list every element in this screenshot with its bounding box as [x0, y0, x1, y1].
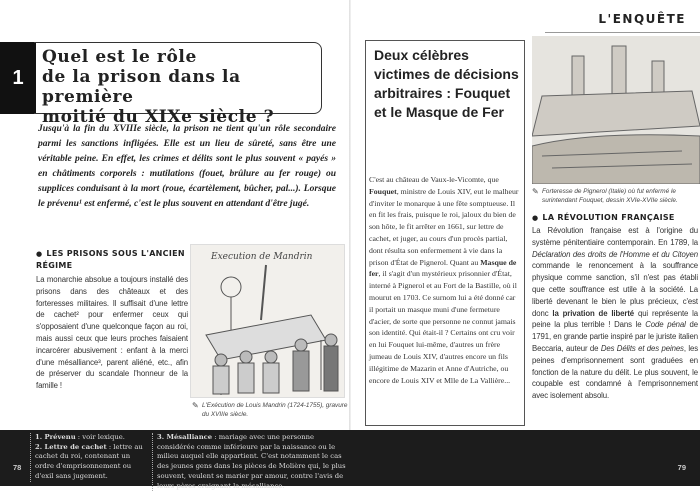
- intro-paragraph: Jusqu'à la fin du XVIIIe siècle, la prison ne tient qu'un rôle secondaire parmi les sanctions infligées. Elle est un lieu de sûreté, sans être une véritable peine. En effet, les crimes et délits sont le plus souvent « payés » en châtiments corporels : mutilations (fouet, brûlure au fer rouge) ou supplices conduisant à la mort (roue, écartèlement, bûcher, pal...). Lorsque le prévenu¹ est enfermé, c'est le plus souvent en attendant d'être jugé.: [38, 124, 336, 209]
- page-number-right: 79: [677, 463, 686, 472]
- text: C'est au château de Vaux-le-Vicomte, que: [369, 175, 499, 184]
- section-heading: ● LA RÉVOLUTION FRANÇAISE: [532, 213, 700, 222]
- drawing-pignerol-fortress: [532, 36, 700, 184]
- text: , les peines d'emprisonnement sont graduées en fonction de la nature du délit. Le plus souvent, le coupable est condamné à l'emprisonnement avec isolement absolu.: [532, 343, 698, 401]
- section-heading: ● LES PRISONS SOUS L'ANCIEN RÉGIME: [36, 248, 186, 272]
- footnote-term: 3. Mésalliance: [157, 433, 213, 441]
- text: qui représente la peine la plus terrible ! Dans le: [532, 308, 699, 330]
- page-gutter: [349, 0, 351, 430]
- bold-term: Masque de fer: [369, 257, 517, 279]
- section-tag: L'ENQUÊTE: [598, 12, 686, 26]
- title-line: moitié du XIXe siècle ?: [42, 107, 275, 127]
- footnote-def: : mariage avec une personne considérée comme inférieure par la naissance ou le milieu auquel elle appartient. C'est notamment le cas des jeunes gens dans les pièces de Molière qui, le plus souvent, veulent se marier par amour, contre l'avis de leurs pères craignant la mésalliance.: [157, 433, 346, 490]
- footnote-term: 1. Prévenu: [35, 433, 76, 441]
- italic-title: Code pénal: [645, 320, 686, 330]
- text: commande le renoncement à la souffrance physique comme sanction, s'il n'est pas établi que cette souffrance est utile à la société. La liberté devenant le bien le plus précieux, c'est donc: [532, 261, 698, 318]
- text: , il s'agit d'un mystérieux prisonnier d'État, interné à Pignerol et au Fort de la Bastille, où il mourut en 1703. Ce surnom lui a été donné car il portait un masque muni d'une fermeture d'acier, de sorte que personne ne connut jamais son identité. Qui était-il ? Certains ont cru voir en lui Fouquet lui-même, d'autres un frère jumeau de Louis XIV, d'autres encore un fils illégitime de Mazarin et Anne d'Autriche, ou encore de Louis XIV et Mlle de La Vallière...: [369, 269, 517, 385]
- footnotes-col-1: [30, 433, 148, 482]
- italic-title: Des Délits et des peines: [600, 343, 684, 353]
- sidebar-box-text: [369, 174, 521, 386]
- italic-title: Déclaration des droits de l'Homme et du Citoyen: [532, 249, 698, 259]
- bold-term: la privation de liberté: [552, 308, 635, 318]
- page-number-left: 78: [13, 463, 22, 472]
- question-number: 1: [0, 42, 36, 114]
- engraving-mandrin-execution: [190, 244, 345, 398]
- footnotes-band: [0, 430, 700, 490]
- footnotes-col-2: [152, 433, 350, 491]
- text: , ministre de Louis XIV, eut le malheur d'inviter le monarque à une fête somptueuse. Il en fit les frais, puisque le roi, jaloux du bien de son hôte, le fit arrêter en 1661, sur lettre de cachet, et juger, au cours d'un procès partial, dont résulta son enfermement à vie dans la prison d'État de Pignerol. Quant au: [369, 186, 519, 267]
- title-line: de la prison dans la première: [42, 67, 241, 107]
- title-line: Quel est le rôle: [42, 47, 197, 67]
- footnote-term: 2. Lettre de cachet: [35, 442, 107, 451]
- body-paragraph: [532, 225, 698, 402]
- image-caption: ✎ Forteresse de Pignerol (Italie) où fut enfermé le surintendant Fouquet, dessin XVIe-XVIIe siècle.: [532, 187, 700, 205]
- section-divider: [545, 32, 700, 33]
- sidebar-box-title: Deux célèbres victimes de décisions arbitraires : Fouquet et le Masque de Fer: [374, 47, 519, 120]
- text: de 1791, en grande partie inspiré par le juriste italien Beccaria, auteur de: [532, 320, 698, 353]
- text: La Révolution française est à l'origine du système pénitentiaire contemporain. En 1789, la: [532, 226, 698, 247]
- footnote-def: : voir lexique.: [75, 433, 125, 441]
- image-caption: ✎ L'Exécution de Louis Mandrin (1724-1755), gravure du XVIIIe siècle.: [192, 401, 350, 419]
- footnote-def: : lettre au cachet du roi, contenant un ordre d'emprisonnement ou d'exil sans jugement.: [35, 442, 143, 480]
- question-title: [34, 42, 322, 127]
- body-paragraph: La monarchie absolue a toujours installé des prisons dans des châteaux et des forteresses militaires. Il suffisait d'une lettre de cachet² pour enfermer ceux qui s'opposaient d'une quelconque façon au roi, mais aussi ceux que leurs proches faisaient incarcérer abusivement : enfant à la merci d'une mésalliance³, parent aliéné, etc., afin de préserver du scandale l'honneur de la famille !: [36, 275, 188, 391]
- engraving-inscription: Execution de Mandrin: [211, 252, 313, 262]
- bold-term: Fouquet: [369, 186, 397, 196]
